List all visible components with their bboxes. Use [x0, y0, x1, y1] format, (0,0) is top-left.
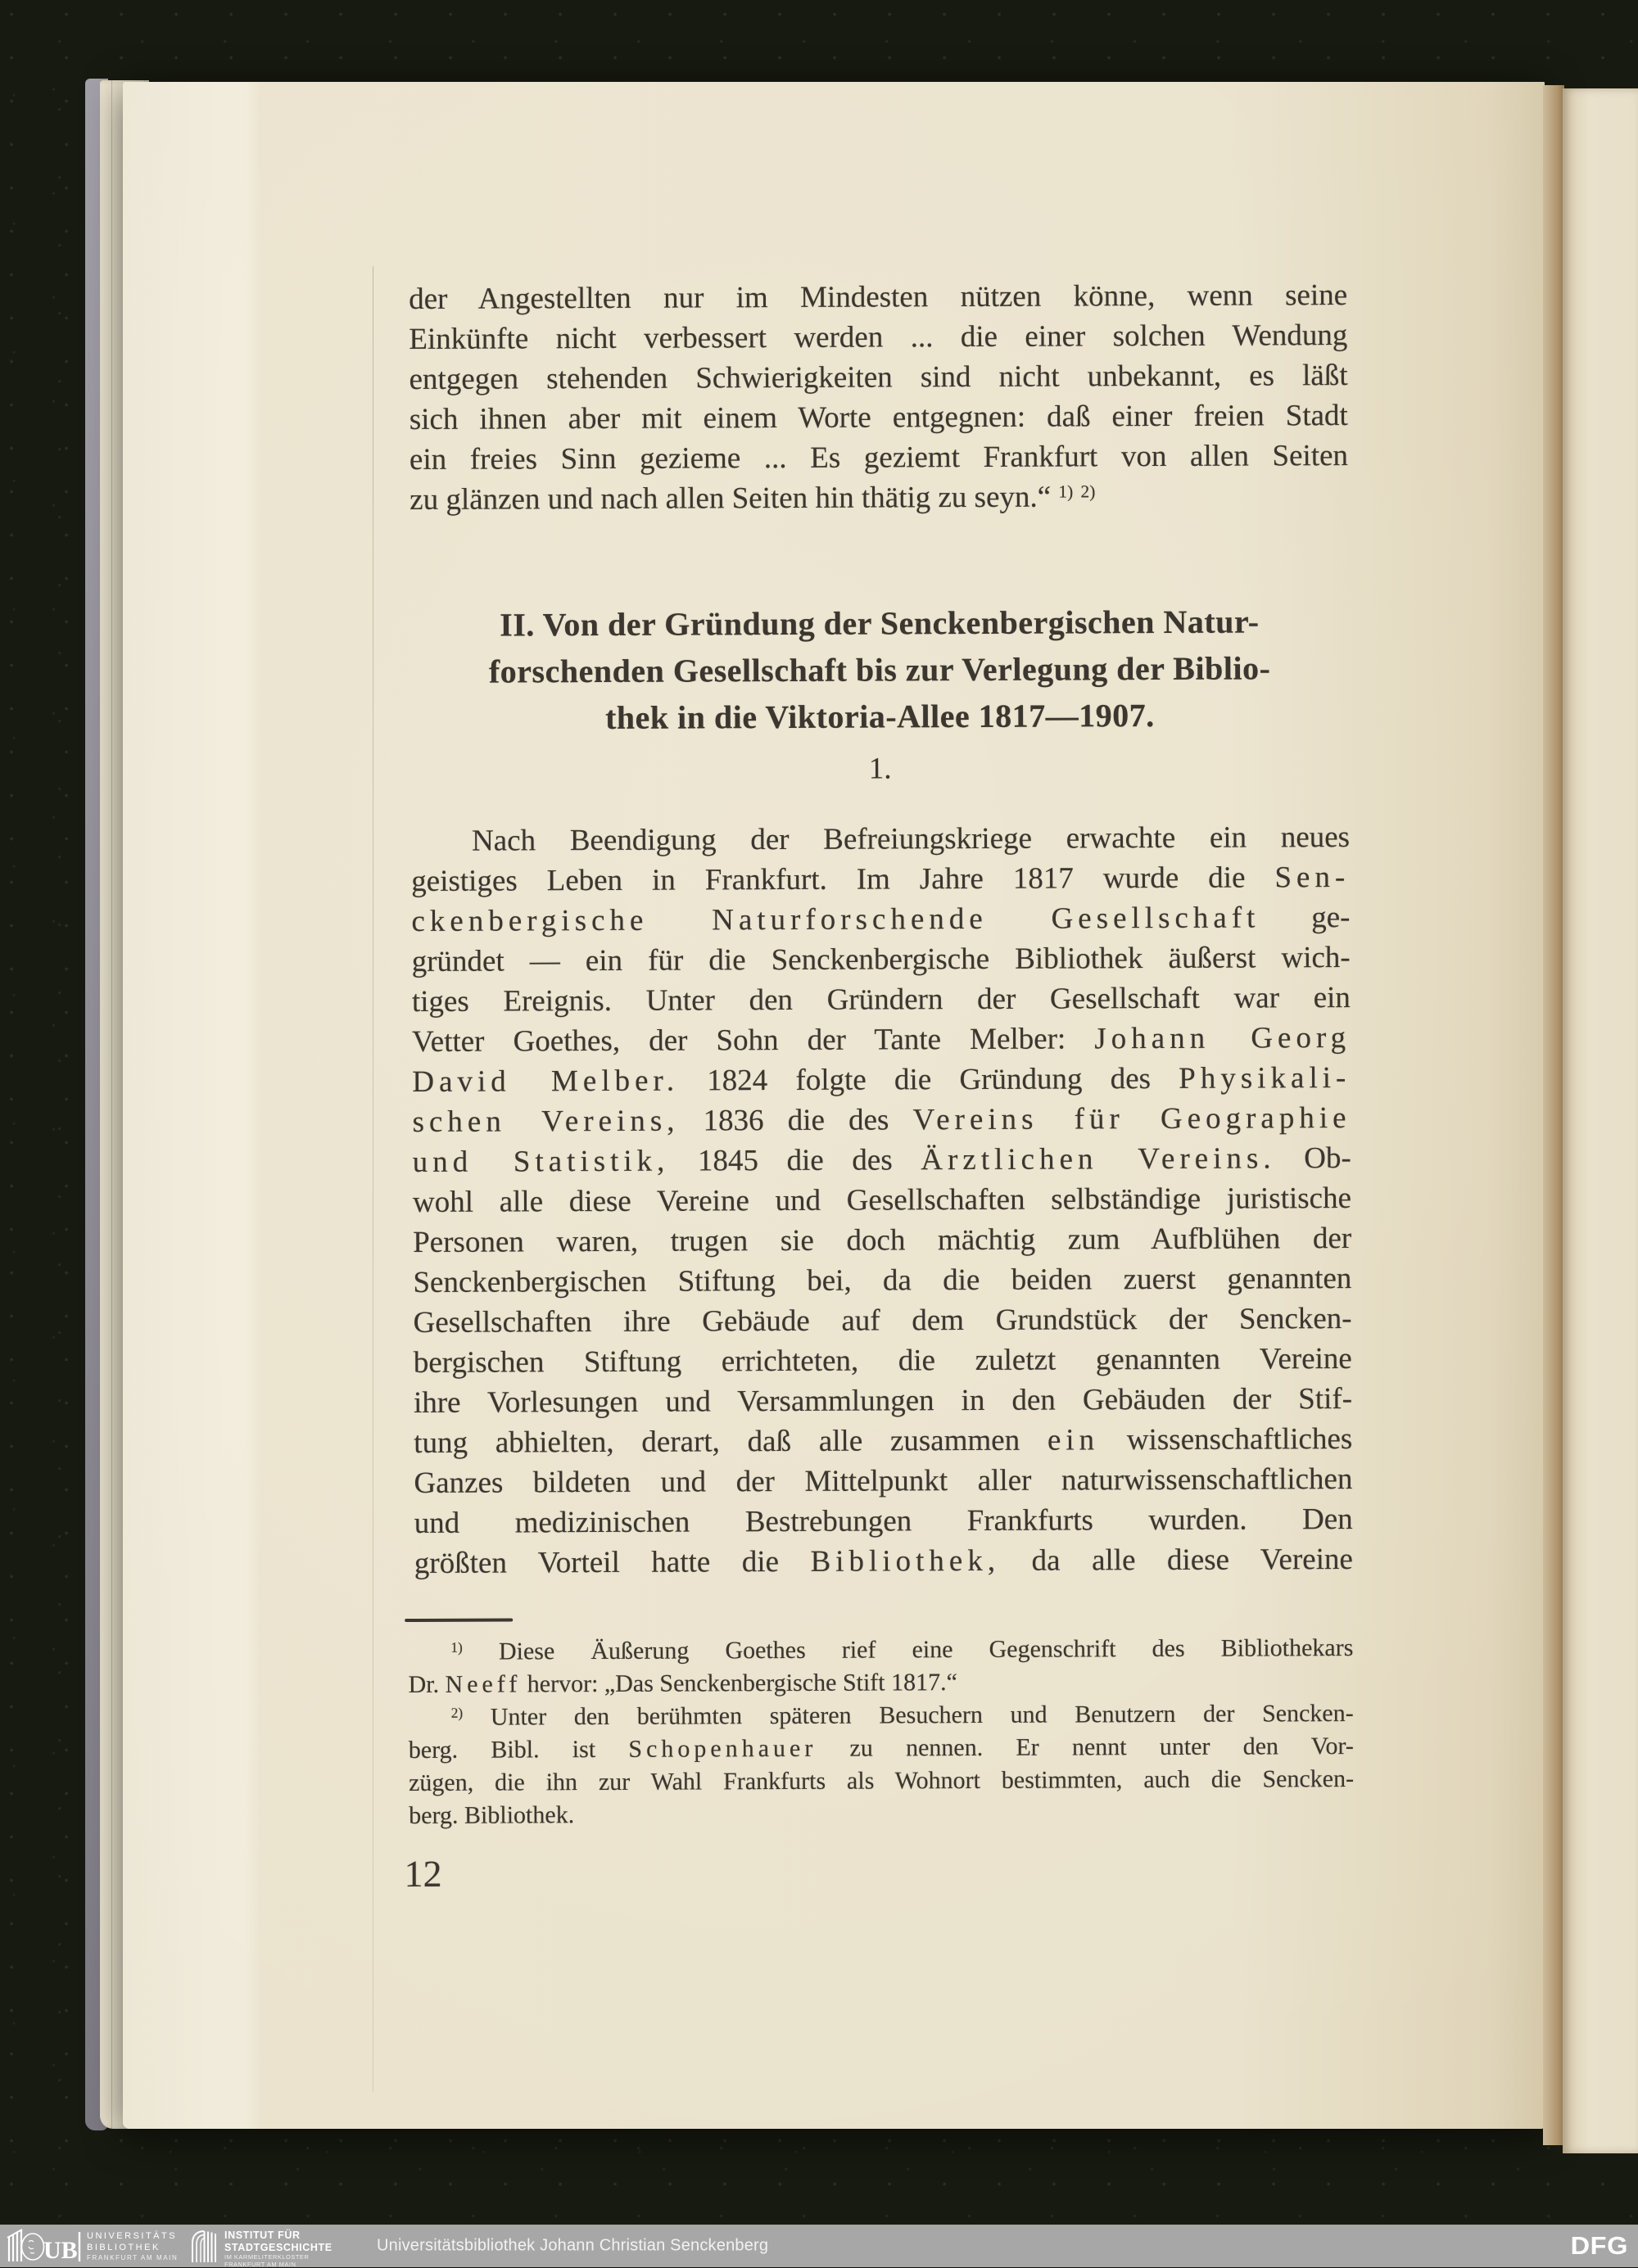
text-line: Senckenbergischen Stiftung bei, da die beiden zuerst genannten: [413, 1261, 1352, 1299]
body-paragraph: [411, 817, 1353, 1584]
text-line: $^{1)}$ Diese Äußerung Goethes rief eine Gegenschrift des Bibliothekars: [450, 1633, 1354, 1665]
ub-line-3: FRANKFURT AM MAIN: [87, 2254, 179, 2261]
text-line: thek in die Viktoria-Allee 1817—1907.: [604, 697, 1155, 736]
text-line: forschenden Gesellschaft bis zur Verlegung der Biblio-: [488, 649, 1271, 690]
text-line: Gesellschaften ihre Gebäude auf dem Grundstück der Sencken-: [413, 1301, 1352, 1340]
text-line: sich ihnen aber mit einem Worte entgegnen: daß einer freien Stadt: [409, 398, 1348, 436]
text-line: David Melber. 1824 folgte die Gründung des Physikali-: [412, 1060, 1351, 1099]
chapter-heading: [410, 598, 1350, 742]
text-line: berg. Bibliothek.: [409, 1801, 575, 1830]
text-line: und Statistik, 1845 die des Ärztlichen Vereins. Ob-: [412, 1141, 1351, 1179]
institute-line-2: STADTGESCHICHTE: [224, 2241, 333, 2253]
text-line: zu glänzen und nach allen Seiten hin thätig zu seyn.“ $^{1)}$ $^{2)}$: [410, 480, 1096, 517]
ub-library-logo-icon: [7, 2229, 82, 2263]
text-line: Vetter Goethes, der Sohn der Tante Melber: Johann Georg: [412, 1020, 1351, 1059]
text-line: ein freies Sinn gezieme ... Es geziemt Frankfurt von allen Seiten: [409, 438, 1349, 477]
dfg-logo: DFG: [1570, 2231, 1628, 2260]
book-gutter-shadow: [1543, 85, 1564, 2145]
ub-library-wordmark: [87, 2232, 178, 2261]
ub-line-2: BIBLIOTHEK: [87, 2243, 161, 2252]
text-line: entgegen stehenden Schwierigkeiten sind nicht unbekannt, es läßt: [409, 358, 1348, 396]
institute-line-4: FRANKFURT AM MAIN: [224, 2260, 296, 2268]
text-line: ihre Vorlesungen und Versammlungen in den Gebäuden der Stif-: [413, 1381, 1353, 1420]
text-line: größten Vorteil hatte die Bibliothek, da alle diese Vereine: [414, 1542, 1353, 1580]
page-number: 12: [404, 1852, 442, 1895]
footnotes-block: [408, 1632, 1354, 1832]
footnote-rule: [405, 1618, 513, 1622]
text-line: und medizinischen Bestrebungen Frankfurts wurden. Den: [414, 1502, 1353, 1540]
text-line: II. Von der Gründung der Senckenbergischen Natur-: [500, 603, 1260, 644]
text-line: schen Vereins, 1836 die des Vereins für Geographie: [412, 1100, 1351, 1139]
text-line: Nach Beendigung der Befreiungskriege erwachte ein neues: [471, 820, 1351, 858]
branding-footer: [0, 2225, 1638, 2267]
text-line: Ganzes bildeten und der Mittelpunkt aller naturwissenschaftlichen: [414, 1462, 1353, 1500]
text-line: Einkünfte nicht verbessert werden ... die einer solchen Wendung: [409, 318, 1348, 356]
institute-arch-logo-icon: [190, 2230, 218, 2262]
page-content: [404, 82, 1355, 2133]
ub-line-1: UNIVERSITÄTS: [87, 2231, 178, 2241]
text-line: Personen waren, trugen sie doch mächtig zum Aufblühen der: [413, 1221, 1352, 1259]
opening-paragraph: [409, 275, 1348, 520]
text-line: geistiges Leben in Frankfurt. Im Jahre 1817 wurde die Sen-: [411, 860, 1351, 898]
institute-wordmark: [224, 2230, 333, 2268]
text-line: Dr. Neeff hervor: „Das Senckenbergische Stift 1817.“: [408, 1669, 957, 1699]
book-page: [123, 82, 1545, 2129]
text-line: zügen, die ihn zur Wahl Frankfurts als Wohnort bestimmten, auch die Sencken-: [408, 1764, 1355, 1797]
text-line: ckenbergische Naturforschende Gesellschaft ge-: [411, 900, 1351, 938]
section-number: 1.: [868, 752, 892, 786]
text-line: bergischen Stiftung errichteten, die zuletzt genannten Vereine: [413, 1341, 1352, 1380]
institute-line-3: IM KARMELITERKLOSTER: [224, 2253, 310, 2261]
text-line: wohl alle diese Vereine und Gesellschaften selbständige juristische: [412, 1181, 1352, 1219]
text-line: $^{2)}$ Unter den berühmten späteren Besuchern und Benutzern der Sencken-: [450, 1699, 1354, 1731]
ub-acronym: UB: [43, 2237, 78, 2263]
facing-page-edge: [1563, 88, 1638, 2153]
text-line: tung abhielten, derart, daß alle zusammen ein wissenschaftliches: [414, 1421, 1353, 1460]
institute-line-1: INSTITUT FÜR: [224, 2230, 301, 2241]
library-name-label: Universitätsbibliothek Johann Christian Senckenberg: [377, 2236, 769, 2255]
text-line: gründet — ein für die Senckenbergische Bibliothek äußerst wich-: [411, 940, 1351, 978]
text-line: berg. Bibl. ist Schopenhauer zu nennen. Er nennt unter den Vor-: [408, 1732, 1354, 1764]
text-line: tiges Ereignis. Unter den Gründern der Gesellschaft war ein: [411, 980, 1351, 1019]
text-line: der Angestellten nur im Mindesten nützen könne, wenn seine: [409, 278, 1348, 316]
